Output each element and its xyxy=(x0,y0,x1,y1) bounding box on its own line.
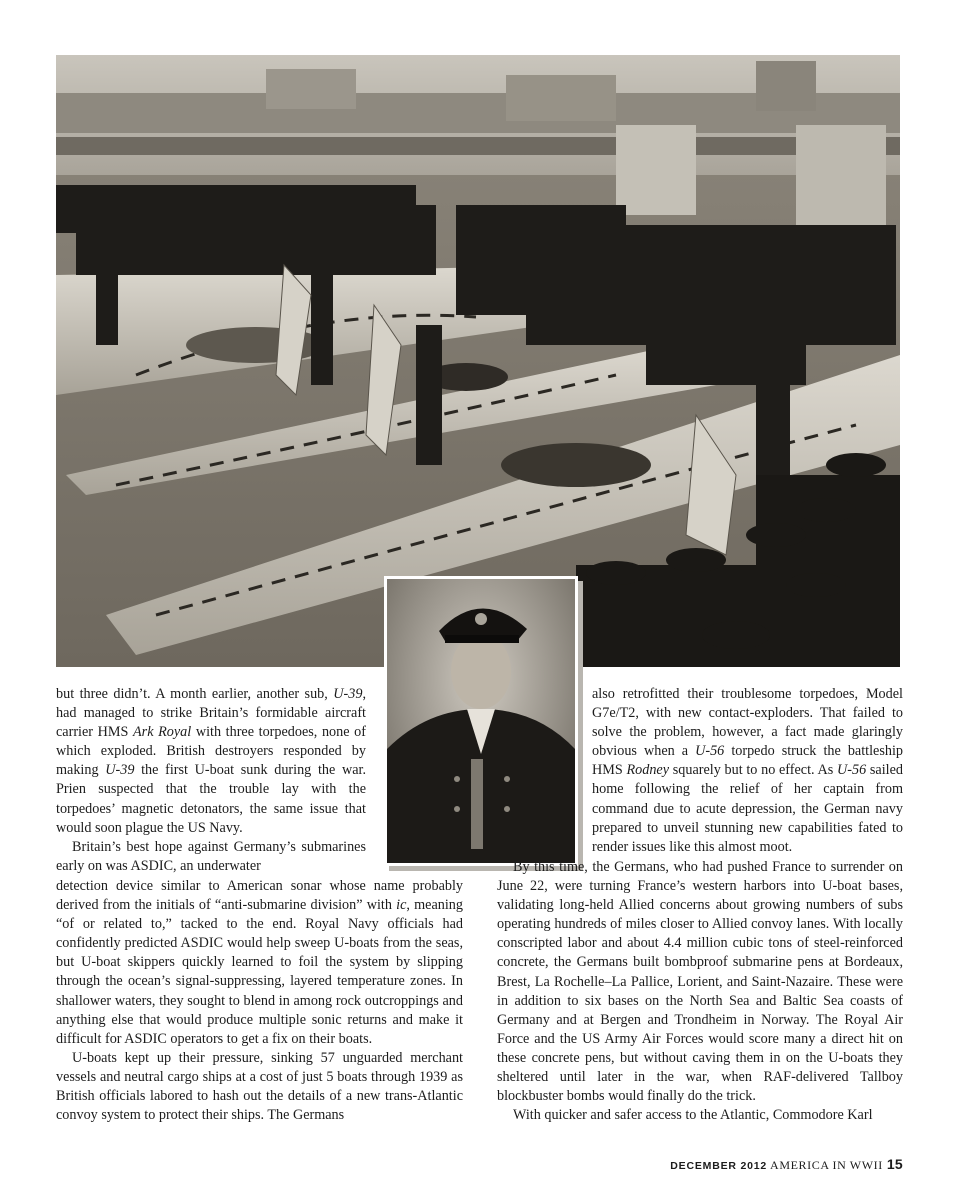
page-number: 15 xyxy=(886,1156,903,1172)
magazine-title: AMERICA IN WWII xyxy=(770,1158,883,1172)
article-paragraph: also retrofitted their troublesome torpedoes, Model G7e/T2, with new contact-exploders. That failed to solve the problem, however, a fact made glaringly obvious when a U-56 torpedo struck the battleship HMS Rodney squarely but to no effect. As U-56 sailed home following the relief of her captain from command due to acute depression, the German navy prepared to unveil stunning new capabilities fated to render issues like this almost moot. xyxy=(592,686,903,855)
article-paragraph: By this time, the Germans, who had pushed France to surrender on June 22, were turning France’s western harbors into U-boat bases, validating long-held Allied concerns about growing numbers of subs operating hundreds of miles closer to Allied convoy lanes. With locally conscripted labor and about 4.4 million cubic tons of steel-reinforced concrete, the Germans built bombproof submarine pens at Bordeaux, Brest, La Rochelle–La Pallice, Lorient, and Saint-Nazaire. These were in addition to six bases on the North Sea and Baltic Sea coasts of Germany and at Bergen and Trondheim in Norway. The Royal Air Force and the US Army Air Forces would score many a direct hit on these concrete pens, but without caving them in on the U-boats they sheltered until later in the war, when RAF-delivered Tallboy blockbuster bombs would finally do the trick. xyxy=(497,859,903,1105)
article-paragraph: U-boats kept up their pressure, sinking 57 unguarded merchant vessels and neutral cargo ships at a cost of just 5 boats through 1939 as British officials labored to hash out the details of a new trans-Atlantic convoy system to protect their ships. The Germans xyxy=(56,1049,463,1124)
article-paragraph: With quicker and safer access to the Atlantic, Commodore Karl xyxy=(513,1107,873,1124)
page-footer xyxy=(670,1156,903,1173)
article-column-right-lower xyxy=(497,858,903,1125)
article-paragraph: detection device similar to American sonar whose name probably derived from the initials of “anti-submarine division” with ic, meaning “of or related to,” tacked to the end. Royal Navy officials had confidently predicted ASDIC would help sweep U-boats from the seas, but U-boat skippers quickly learned to foil the system by slipping through the ocean’s signal-suppressing, layered temperature zones. In shallower waters, they sought to blend in among rock outcroppings and anything else that would produce multiple sonic returns and make it difficult for ASDIC operators to get a fix on their boats. xyxy=(56,878,463,1047)
article-paragraph: Britain’s best hope against Germany’s submarines early on was ASDIC, an underwater xyxy=(56,838,366,874)
article-column-left-upper xyxy=(56,685,366,876)
article-column-left-lower xyxy=(56,877,463,1125)
officer-portrait-photo xyxy=(384,576,578,866)
issue-date: DECEMBER 2012 xyxy=(670,1160,768,1172)
article-column-right-upper xyxy=(592,685,903,857)
article-paragraph: but three didn’t. A month earlier, another sub, U-39, had managed to strike Britain’s formidable aircraft carrier HMS Ark Royal with three torpedoes, none of which exploded. British destroyers responded by making U-39 the first U-boat sunk during the war. Prien suspected that the trouble lay with the torpedoes’ magnetic detonators, the same issue that would soon plague the US Navy. xyxy=(56,686,366,836)
